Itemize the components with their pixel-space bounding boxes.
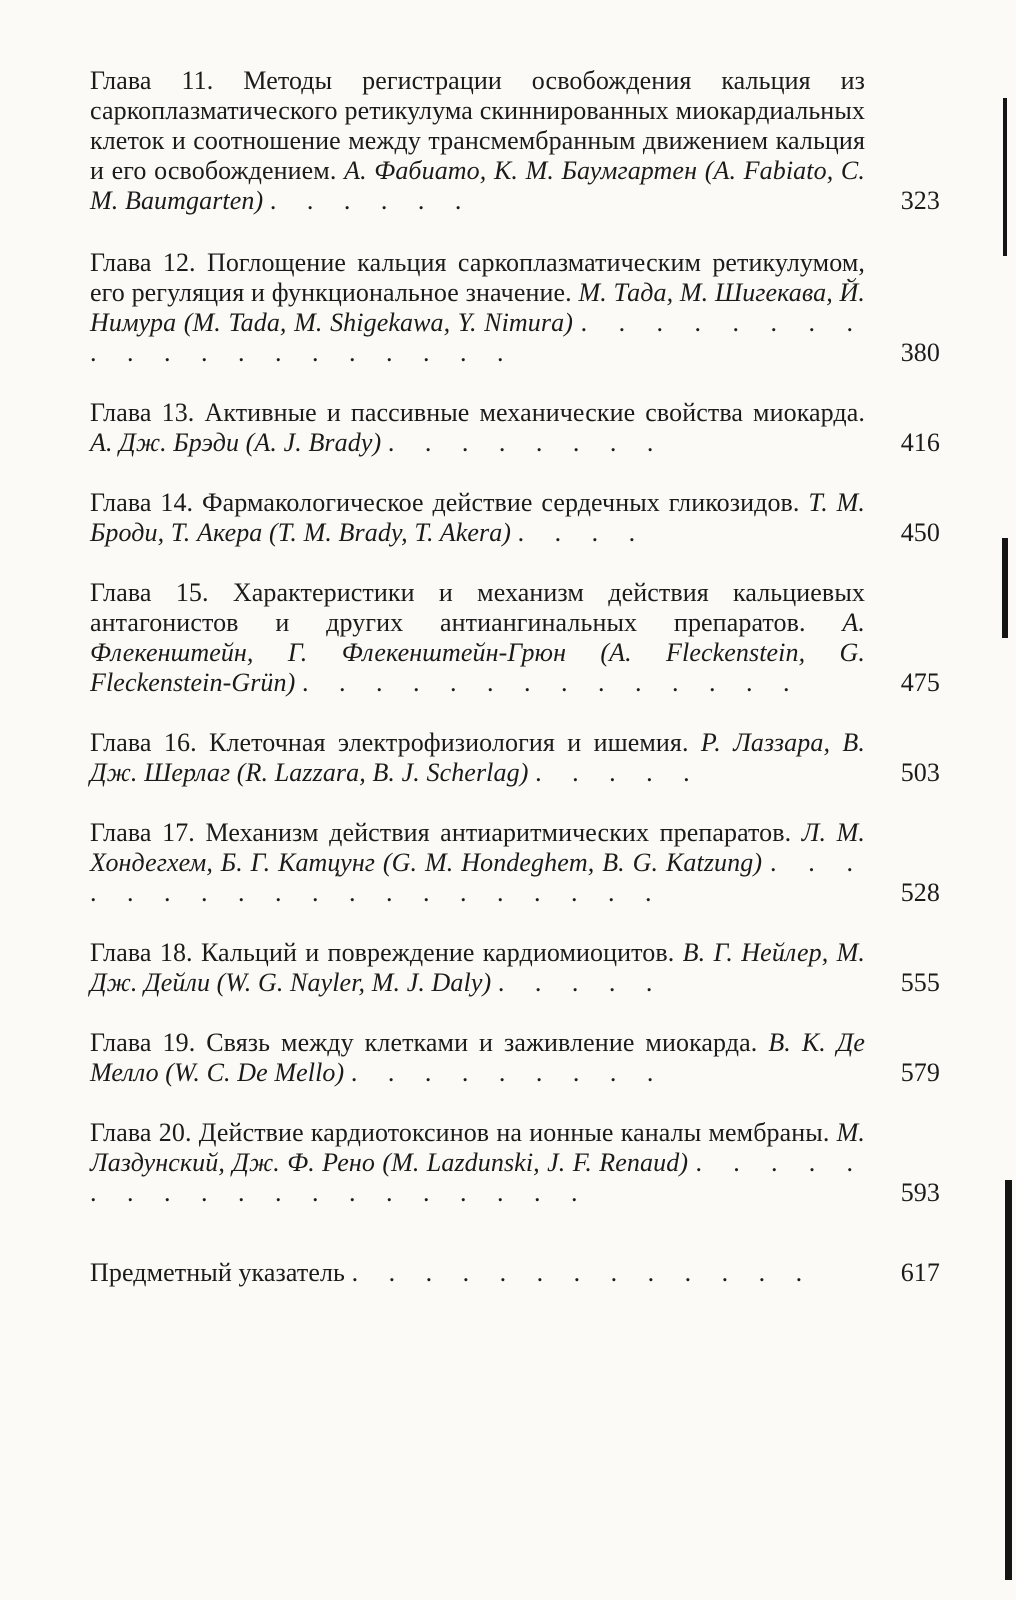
chapter-authors: А. Флекенштейн, Г. Флекенштейн-Грюн (A. Fleckenstein, G. Fleckenstein-Grün) [90, 608, 865, 697]
dot-leader: . . . . . [497, 968, 665, 997]
toc-entry-14 [90, 488, 940, 548]
dot-leader: . . . . . . . . . . . . . . . . . . . . [90, 308, 865, 367]
toc-entry-13 [90, 398, 940, 458]
page-number: 503 [900, 758, 940, 787]
chapter-number: Глава 15. [90, 578, 209, 607]
chapter-authors: В. Г. Нейлер, М. Дж. Дейли (W. G. Nayler, M. J. Daly) [90, 938, 865, 997]
chapter-number: Глава 18. [90, 938, 193, 967]
page-number: 555 [900, 968, 940, 997]
chapter-number: Глава 13. [90, 398, 195, 427]
chapter-authors: Р. Лаззара, В. Дж. Шерлаг (R. Lazzara, B. J. Scherlag) [90, 728, 865, 787]
page-number: 475 [900, 668, 940, 697]
chapter-number: Глава 17. [90, 818, 195, 847]
page-number: 528 [900, 878, 940, 907]
chapter-authors: В. К. Де Мелло (W. C. De Mello) [90, 1028, 865, 1087]
toc-entry-text [90, 248, 865, 368]
toc-entry-text [90, 488, 865, 548]
dot-leader: . . . . . . . . . . . . . . . . . . . [90, 848, 865, 907]
toc-entry-index [90, 1258, 940, 1288]
toc-entry-text [90, 398, 865, 458]
chapter-number: Глава 12. [90, 248, 196, 277]
toc-entry-text [90, 1258, 865, 1288]
page-number: 323 [900, 186, 940, 215]
chapter-title: Механизм действия антиаритмических препаратов. [205, 818, 792, 847]
chapter-number: Глава 11. [90, 66, 214, 95]
toc-entry-text [90, 938, 865, 998]
chapter-title: Фармакологическое действие сердечных гликозидов. [201, 488, 800, 517]
chapter-authors: А. Фабиато, К. М. Баумгартен (A. Fabiato, C. M. Baumgarten) [90, 156, 865, 215]
chapter-number: Глава 14. [90, 488, 194, 517]
chapter-authors: Т. М. Броди, Т. Акера (T. M. Brady, T. Akera) [90, 488, 866, 547]
chapter-title: Действие кардиотоксинов на ионные каналы мембраны. [198, 1118, 830, 1147]
page-number: 380 [900, 338, 940, 367]
page-number: 593 [900, 1178, 940, 1207]
toc-entry-text [90, 818, 865, 908]
chapter-title: Связь между клетками и заживление миокарда. [206, 1028, 758, 1057]
chapter-title: Клеточная электрофизиология и ишемия. [209, 728, 689, 757]
dot-leader: . . . . . . . . [387, 428, 666, 457]
toc-entry-text [90, 1118, 865, 1208]
toc-entry-text [90, 66, 865, 216]
toc-entry-text [90, 728, 865, 788]
chapter-title: Методы регистрации освобождения кальция из саркоплазматического ретикулума скиннированных миокардиальных клеток и соотношение между трансмембранным движением кальция и его освобождением. [90, 66, 865, 185]
toc-entry-text [90, 578, 865, 698]
dot-leader: . . . . [517, 518, 648, 547]
dot-leader: . . . . . . . . . . . . . [351, 1258, 815, 1287]
chapter-authors: М. Лаздунский, Дж. Ф. Рено (M. Lazdunski, J. F. Renaud) [90, 1118, 866, 1177]
dot-leader: . . . . . . . . . . . . . . [302, 668, 802, 697]
toc-entry-15 [90, 578, 940, 698]
chapter-title: Активные и пассивные механические свойства миокарда. [204, 398, 865, 427]
toc-entry-17 [90, 818, 940, 908]
index-label: Предметный указатель [90, 1258, 346, 1287]
toc-entry-11 [90, 66, 940, 216]
chapter-authors: Л. М. Хондегхем, Б. Г. Катцунг (G. M. Hondeghem, B. G. Katzung) [90, 818, 865, 877]
page-number: 579 [900, 1058, 940, 1087]
chapter-title: Кальций и повреждение кардиомиоцитов. [200, 938, 675, 967]
dot-leader: . . . . . [535, 758, 702, 787]
toc-entry-16 [90, 728, 940, 788]
dot-leader: . . . . . . . . . . . . . . . . . . . [90, 1148, 866, 1207]
table-of-contents [90, 66, 940, 1288]
chapter-authors: М. Тада, М. Шигекава, Й. Нимура (M. Tada, M. Shigekawa, Y. Nimura) [90, 278, 865, 337]
chapter-number: Глава 20. [90, 1118, 192, 1147]
scan-artifact-bar [1005, 1180, 1012, 1580]
page-number: 416 [900, 428, 940, 457]
toc-entry-text [90, 1028, 865, 1088]
page-number: 450 [900, 518, 940, 547]
chapter-number: Глава 16. [90, 728, 197, 757]
scan-artifact-bar [1003, 98, 1007, 256]
chapter-authors: А. Дж. Брэди (A. J. Brady) [90, 428, 382, 457]
chapter-title: Характеристики и механизм действия кальциевых антагонистов и других антиангинальных препаратов. [90, 578, 865, 637]
scan-artifact-bar [1002, 538, 1008, 638]
dot-leader: . . . . . . . . . [350, 1058, 666, 1087]
toc-entry-20 [90, 1118, 940, 1208]
toc-entry-19 [90, 1028, 940, 1088]
toc-entry-18 [90, 938, 940, 998]
page-number: 617 [900, 1258, 940, 1287]
chapter-number: Глава 19. [90, 1028, 196, 1057]
toc-entry-12 [90, 248, 940, 368]
dot-leader: . . . . . . [269, 186, 474, 215]
chapter-title: Поглощение кальция саркоплазматическим ретикулумом, его регуляция и функциональное значение. [90, 248, 865, 307]
